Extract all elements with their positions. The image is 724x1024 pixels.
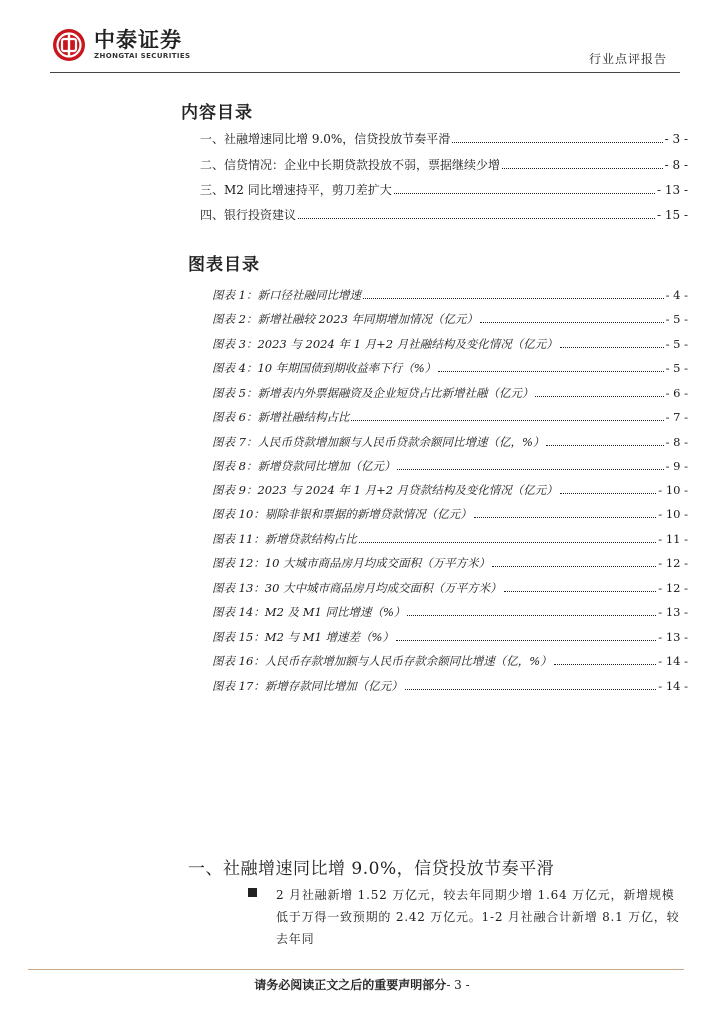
figure-leader-dots xyxy=(474,517,656,518)
figure-item[interactable] xyxy=(212,651,688,669)
figure-item-page: - 6 - xyxy=(665,386,688,400)
figure-item-page: - 10 - xyxy=(658,507,688,521)
toc-item-text: 三、M2 同比增速持平，剪刀差扩大 xyxy=(200,183,392,197)
toc-item[interactable] xyxy=(200,129,688,147)
page-header xyxy=(0,0,724,80)
footer-page-number: - 3 - xyxy=(446,978,470,992)
toc-item[interactable] xyxy=(200,180,688,198)
figure-item[interactable] xyxy=(212,553,688,571)
figure-item-page: - 13 - xyxy=(658,630,688,644)
figure-item[interactable] xyxy=(212,407,688,425)
figure-item[interactable] xyxy=(212,285,688,303)
toc-item-text: 二、信贷情况：企业中长期贷款投放不弱，票据继续少增 xyxy=(200,158,501,172)
figure-item-page: - 7 - xyxy=(665,410,688,424)
figure-leader-dots xyxy=(396,640,656,641)
figure-item-text: 图表 17：新增存款同比增加（亿元） xyxy=(212,679,403,693)
figure-item-page: - 5 - xyxy=(665,312,688,326)
figure-item[interactable] xyxy=(212,529,688,547)
figure-item-page: - 12 - xyxy=(658,556,688,570)
figure-item-page: - 14 - xyxy=(658,679,688,693)
figure-item-text: 图表 6：新增社融结构占比 xyxy=(212,410,350,424)
figure-leader-dots xyxy=(546,445,663,446)
figure-item[interactable] xyxy=(212,334,688,352)
figure-item-page: - 11 - xyxy=(658,532,688,546)
figure-item[interactable] xyxy=(212,578,688,596)
figure-leader-dots xyxy=(560,493,657,494)
figure-leader-dots xyxy=(535,396,663,397)
figure-item-page: - 8 - xyxy=(665,435,688,449)
figure-item-text: 图表 15：M2 与 M1 增速差（%） xyxy=(212,630,394,644)
figure-item-page: - 9 - xyxy=(665,459,688,473)
figure-item-text: 图表 1：新口径社融同比增速 xyxy=(212,288,361,302)
footer-notice: 请务必阅读正文之后的重要声明部分 xyxy=(254,978,447,992)
figure-leader-dots xyxy=(407,615,656,616)
figure-leader-dots xyxy=(397,469,663,470)
figure-item-text: 图表 7：人民币贷款增加额与人民币贷款余额同比增速（亿，%） xyxy=(212,435,545,449)
figure-leader-dots xyxy=(504,591,657,592)
toc-item[interactable] xyxy=(200,155,688,173)
figure-item-page: - 10 - xyxy=(658,483,688,497)
figure-item-page: - 13 - xyxy=(658,605,688,619)
figure-item-text: 图表 9：2023 与 2024 年 1 月+2 月贷款结构及变化情况（亿元） xyxy=(212,483,558,497)
square-bullet-icon xyxy=(248,888,257,897)
header-divider xyxy=(50,72,680,73)
figure-item[interactable] xyxy=(212,676,688,694)
section-heading: 一、社融增速同比增 9.0%，信贷投放节奏平滑 xyxy=(188,859,555,879)
figure-leader-dots xyxy=(405,689,656,690)
logo-chinese-name: 中泰证券 xyxy=(94,28,182,52)
figure-item-page: - 12 - xyxy=(658,581,688,595)
toc-item-page: - 8 - xyxy=(664,158,688,172)
figure-leader-dots xyxy=(560,347,664,348)
body-paragraph: 2 月社融新增 1.52 万亿元，较去年同期少增 1.64 万亿元，新增规模低于万得一致预期的 2.42 万亿元。1-2 月社融合计新增 8.1 万亿，较去年同 xyxy=(276,888,680,946)
figure-item[interactable] xyxy=(212,504,688,522)
toc-item-page: - 13 - xyxy=(656,183,688,197)
figure-leader-dots xyxy=(359,542,656,543)
figure-leader-dots xyxy=(554,664,657,665)
toc-item[interactable] xyxy=(200,205,688,223)
figure-item-text: 图表 11：新增贷款结构占比 xyxy=(212,532,357,546)
figure-leader-dots xyxy=(351,420,663,421)
figure-item[interactable] xyxy=(212,456,688,474)
figure-item[interactable] xyxy=(212,358,688,376)
figure-item-text: 图表 4：10 年期国债到期收益率下行（%） xyxy=(212,361,437,375)
figure-item[interactable] xyxy=(212,480,688,498)
figure-leader-dots xyxy=(363,298,664,299)
figure-item-page: - 14 - xyxy=(658,654,688,668)
figure-item-text: 图表 10：剔除非银和票据的新增贷款情况（亿元） xyxy=(212,507,472,521)
figure-item-text: 图表 16：人民币存款增加额与人民币存款余额同比增速（亿，%） xyxy=(212,654,552,668)
figures-title: 图表目录 xyxy=(188,255,260,275)
toc-item-page: - 15 - xyxy=(656,208,688,222)
figure-item-text: 图表 12：10 大城市商品房月均成交面积（万平方米） xyxy=(212,556,491,570)
toc-leader-dots xyxy=(502,168,663,169)
figure-item-text: 图表 3：2023 与 2024 年 1 月+2 月社融结构及变化情况（亿元） xyxy=(212,337,558,351)
figure-leader-dots xyxy=(438,371,663,372)
figure-item-page: - 5 - xyxy=(665,361,688,375)
report-type-label: 行业点评报告 xyxy=(588,52,667,66)
zhongtai-logo-icon xyxy=(52,28,86,62)
toc-item-text: 一、社融增速同比增 9.0%，信贷投放节奏平滑 xyxy=(200,132,451,146)
figure-item-text: 图表 8：新增贷款同比增加（亿元） xyxy=(212,459,396,473)
figure-item[interactable] xyxy=(212,383,688,401)
toc-leader-dots xyxy=(452,142,662,143)
company-logo xyxy=(52,28,191,62)
footer-divider xyxy=(28,969,684,970)
figure-leader-dots xyxy=(480,322,664,323)
figure-item[interactable] xyxy=(212,432,688,450)
figure-item-text: 图表 5：新增表内外票据融资及企业短贷占比新增社融（亿元） xyxy=(212,386,534,400)
figure-leader-dots xyxy=(492,566,656,567)
figure-item[interactable] xyxy=(212,309,688,327)
logo-english-name: ZHONGTAI SECURITIES xyxy=(94,52,191,60)
toc-leader-dots xyxy=(394,193,655,194)
figure-item-text: 图表 2：新增社融较 2023 年同期增加情况（亿元） xyxy=(212,312,479,326)
toc-item-text: 四、银行投资建议 xyxy=(200,208,297,222)
figure-item-text: 图表 13：30 大中城市商品房月均成交面积（万平方米） xyxy=(212,581,502,595)
figure-item-page: - 5 - xyxy=(665,337,688,351)
figure-item[interactable] xyxy=(212,627,688,645)
toc-item-page: - 3 - xyxy=(664,132,688,146)
toc-title: 内容目录 xyxy=(181,103,253,123)
figure-item[interactable] xyxy=(212,602,688,620)
figure-item-page: - 4 - xyxy=(665,288,688,302)
toc-leader-dots xyxy=(298,218,655,219)
figure-item-text: 图表 14：M2 及 M1 同比增速（%） xyxy=(212,605,406,619)
page-footer xyxy=(0,976,724,993)
